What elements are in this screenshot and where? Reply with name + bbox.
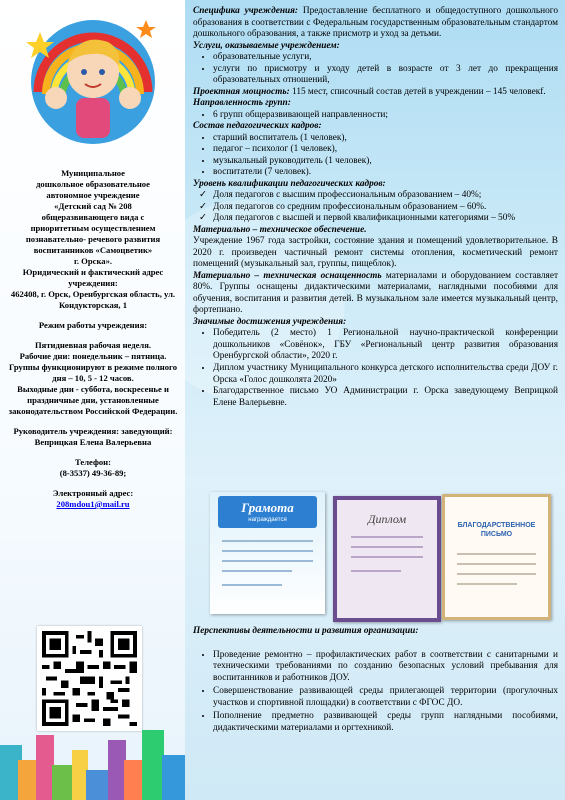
email-label: Электронный адрес: <box>52 488 134 498</box>
list-item: ✓ Доля педагогов с высшим профессиональным образованием – 40%; <box>213 190 558 202</box>
directions-list <box>193 110 558 122</box>
list-item: • Совершенствование развивающей среды прилегающей территории (прогулочных участков и спортивной площадки) в соответствии с ФГОС ДО. <box>213 686 558 709</box>
org-name-line: общеразвивающего вида с <box>41 212 145 222</box>
address-label: Юридический и фактический адрес учреждения: <box>22 267 164 288</box>
left-panel <box>0 0 185 800</box>
list-item: • услуги по присмотру и уходу детей в возрасте от 3 лет до прекращения образовательных отношений, <box>213 64 558 87</box>
right-panel <box>185 0 565 800</box>
certificate-subtitle: награждается <box>248 517 287 523</box>
certificate-diploma <box>333 496 441 622</box>
perspectives-title: Перспективы деятельности и развития организации: <box>193 626 419 636</box>
org-name-line: познавательно- речевого развития <box>25 234 161 244</box>
list-item: • Пополнение предметно развивающей среды групп наглядными пособиями, дидактическими материалами и оргтехникой. <box>213 711 558 734</box>
list-item: • Диплом участнику Муниципального конкурса детского исполнительства среди ДОУ г. Орска «Голос дошколята 2020» <box>213 363 558 386</box>
list-item: ✓ Доля педагогов со средним профессиональным образованием – 60%. <box>213 202 558 214</box>
schedule-line: Рабочие дни: понедельник – пятница. <box>19 351 167 361</box>
phone-label: Телефон: <box>74 457 111 467</box>
spec-paragraph <box>193 6 558 41</box>
city-illustration <box>0 715 185 800</box>
letter-title: БЛАГОДАРСТВЕННОЕ ПИСЬМО <box>457 522 536 539</box>
org-name-line: автономное учреждение <box>46 190 140 200</box>
list-item: • 6 групп общеразвивающей направленности; <box>213 110 558 122</box>
services-title: Услуги, оказываемые учреждением: <box>193 40 340 51</box>
spec-text: Предоставление бесплатного и общедоступного дошкольного образования в соответствии с Федеральным государственным образовательным стандартом дошкольного образования, а также присмотр и уход за детьми. <box>193 6 558 40</box>
head-name: Веприцкая Елена Валерьевна <box>34 437 152 447</box>
capacity-text: 115 мест, списочный состав детей в учреждении – 145 человекf. <box>289 86 546 97</box>
samotsvetik-logo <box>18 2 168 152</box>
org-name-line: «Детский сад № 208 <box>54 201 132 211</box>
directions-title: Направленность групп: <box>193 98 291 109</box>
staff-title: Состав педагогических кадров: <box>193 121 322 132</box>
certificate-letter <box>442 494 551 620</box>
qualification-list <box>193 190 558 225</box>
staff-list <box>193 133 558 179</box>
list-item: • образовательные услуги, <box>213 52 558 64</box>
equipment-label: Материально – техническая оснащенность <box>193 270 382 281</box>
material-text: Учреждение 1967 года застройки, состояние здания и помещений удовлетворительное. В 2020 г. произведен частичный ремонт системы отопления, косметический ремонт помещений (музыкальный зал, группы, пищеблок). <box>193 236 558 270</box>
main-content <box>193 6 558 409</box>
org-name-line: г. Орска». <box>73 256 113 266</box>
list-item: ✓ Доля педагогов с высшей и первой квалификационными категориями – 50% <box>213 213 558 225</box>
head-label: Руководитель учреждения: заведующий: <box>13 426 173 436</box>
schedule-line: Группы функционируют в режиме полного дня – 10, 5 - 12 часов. <box>8 362 178 383</box>
diploma-title: Диплом <box>367 512 407 526</box>
org-info <box>6 168 180 510</box>
org-name-line: воспитанников «Самоцветик» <box>33 245 153 255</box>
phone: (8-3537) 49-36-89; <box>59 468 127 478</box>
material-title: Материально – техническое обеспечение. <box>193 224 367 235</box>
services-list <box>193 52 558 87</box>
list-item: • Благодарственное письмо УО Администрации г. Орска заведующему Веприцкой Елене Валерьевне. <box>213 386 558 409</box>
list-item: • музыкальный руководитель (1 человек), <box>213 156 558 168</box>
capacity-paragraph <box>193 87 558 99</box>
org-name-line: дошкольное образовательное <box>36 179 150 189</box>
achievements-title: Значимые достижения учреждения: <box>193 316 347 327</box>
org-name-line: Муниципальное <box>61 168 125 178</box>
spec-label: Специфика учреждения: <box>193 6 299 16</box>
equipment-paragraph <box>193 271 558 317</box>
perspectives-section <box>193 626 558 736</box>
certificate-gramota <box>210 492 325 614</box>
equipment-text: материалами и оборудованием составляет 80%. Группы оснащены дидактическими материалами, наглядными пособиями для обучения, воспитания и развития детей. В музыкальном зале имеется музыкальный центр, фортепиано. <box>193 270 559 316</box>
list-item: • воспитатели (7 человек). <box>213 167 558 179</box>
list-item: • педагог – психолог (1 человек), <box>213 144 558 156</box>
org-name-line: приоритетным осуществлением <box>30 223 156 233</box>
list-item: • старший воспитатель (1 человек), <box>213 133 558 145</box>
capacity-label: Проектная мощность: <box>193 86 290 97</box>
list-item: • Проведение ремонтно – профилактических работ в соответствии с санитарными и техническими требованиями по созданию безопасных условий пребывания для воспитанников и работников ДОУ. <box>213 650 558 685</box>
schedule-line: Выходные дни - суббота, воскресенье и праздничные дни, установленные законодательством Российской Федерации. <box>8 384 178 416</box>
list-item: • Победитель (2 место) 1 Региональной научно-практической конференции дошкольников «Совёнок», ГБУ «Региональный центр развития образования Оренбургской области», 2020 г. <box>213 328 558 363</box>
qualification-title: Уровень квалификации педагогических кадров: <box>193 178 386 189</box>
address: 462408, г. Орск, Оренбургская область, ул. Кондукторская, 1 <box>10 289 176 310</box>
email-link[interactable]: 208mdou1@mail.ru <box>56 499 130 509</box>
achievements-list <box>193 328 558 409</box>
schedule-line: Пятидневная рабочая неделя. <box>34 340 151 350</box>
schedule-title: Режим работы учреждения: <box>38 320 148 330</box>
perspectives-list <box>193 650 558 735</box>
certificates-gallery <box>210 492 545 612</box>
certificate-title: Грамота <box>241 500 294 515</box>
